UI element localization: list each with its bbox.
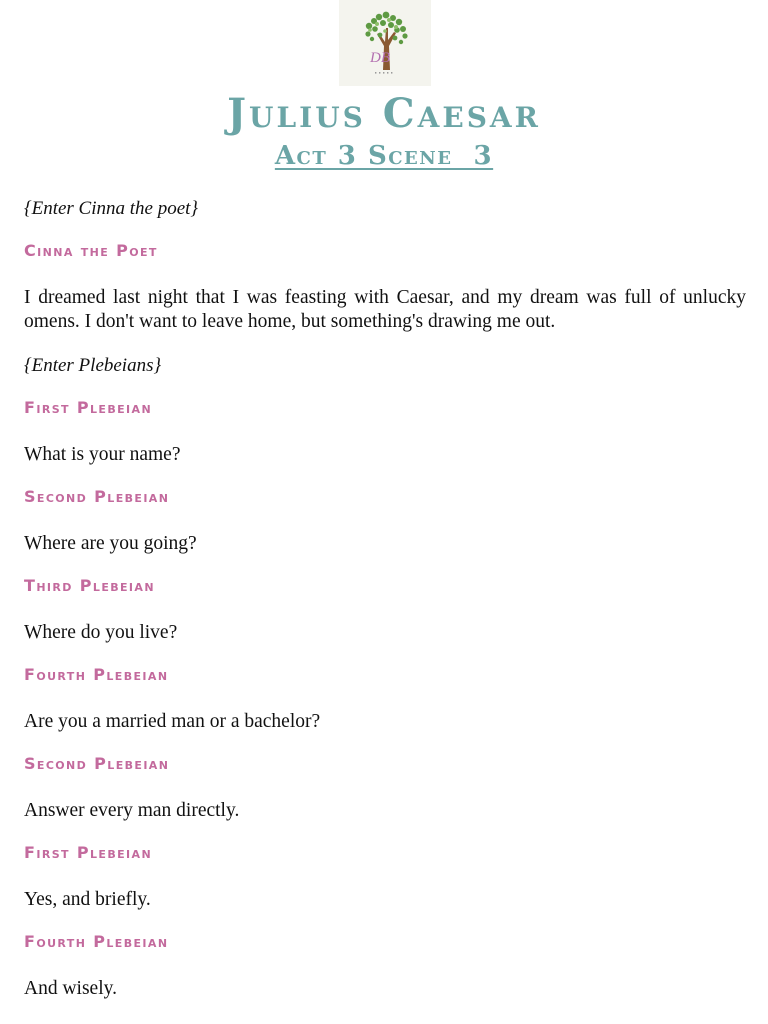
stage-direction: {Enter Plebeians}: [24, 355, 162, 376]
speaker-name: Fourth Plebeian: [24, 665, 169, 684]
page-title: Julius Caesar: [227, 90, 541, 137]
speaker-name: First Plebeian: [24, 398, 153, 417]
speaker-name: Cinna the Poet: [24, 241, 158, 260]
speaker-name: Third Plebeian: [24, 576, 155, 595]
speech-line: What is your name?: [24, 444, 181, 465]
scene-heading: [0, 139, 768, 173]
stage-direction: {Enter Cinna the poet}: [24, 198, 199, 219]
speech-line: I dreamed last night that I was feasting with Caesar, and my dream was full of unlucky omens. I don't want to leave home, but something's drawing me out.: [24, 287, 746, 332]
speaker-name: Second Plebeian: [24, 487, 170, 506]
speech-line: Yes, and briefly.: [24, 889, 151, 910]
speech-line: Are you a married man or a bachelor?: [24, 711, 321, 732]
svg-text:DB: DB: [370, 50, 390, 66]
speech-line: Where are you going?: [24, 533, 197, 554]
scene-heading-text: Act 3 Scene 3: [274, 141, 494, 171]
logo: [339, 0, 431, 86]
speaker-name: Second Plebeian: [24, 754, 170, 773]
tree-logo-icon: [339, 0, 431, 86]
speaker-name: First Plebeian: [24, 843, 153, 862]
speech-line: Where do you live?: [24, 622, 178, 643]
speech-line: Answer every man directly.: [24, 800, 240, 821]
script-body: [24, 197, 746, 1001]
speech-line: And wisely.: [24, 978, 117, 999]
speaker-name: Fourth Plebeian: [24, 932, 169, 951]
